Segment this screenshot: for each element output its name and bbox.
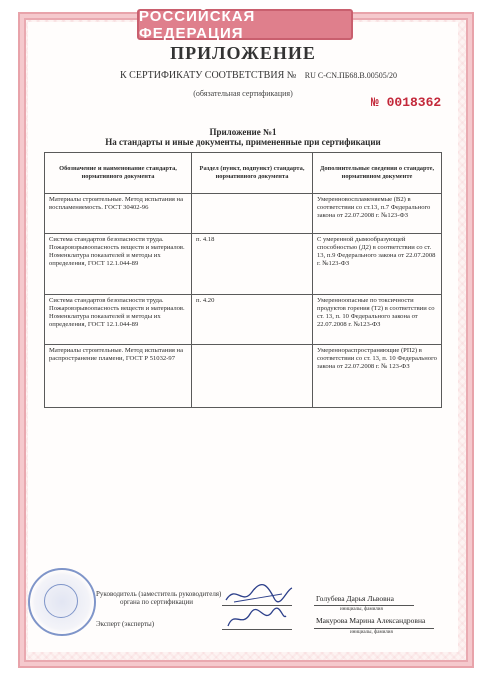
page-title: ПРИЛОЖЕНИЕ [170,43,316,63]
expert-signature-label: Эксперт (эксперты) [96,620,155,628]
cell-info: Умеренноопасные по токсичности продуктов горения (Т2) в соответствии со ст. 13, п. 10 Федерального закона от 22.07.2008 г. №123-ФЗ [313,295,442,345]
table-row [45,194,442,234]
table-row [45,234,442,295]
head-signature-label-line1: Руководитель (заместитель руководителя) [96,590,222,598]
cell-info: Умереннораспространяющие (РП2) в соответствии со ст. 13, п. 10 Федерального закона от 22.07.2008 г. № 123-ФЗ [313,345,442,408]
column-header-info: Дополнительные сведения о стандарте, нормативном документе [313,153,442,194]
table-row [45,295,442,345]
cell-document: Система стандартов безопасности труда. Пожаровзрывоопасность веществ и материалов. Номенклатура показателей и методы их определения, ГОСТ 12.1.044-89 [45,234,192,295]
cell-document: Материалы строительные. Метод испытания на воспламеняемость. ГОСТ 30402-96 [45,194,192,234]
column-header-document: Обозначение и наименование стандарта, нормативного документа [45,153,192,194]
cell-document: Система стандартов безопасности труда. Пожаровзрывоопасность веществ и материалов. Номенклатура показателей и методы их определения, ГОСТ 12.1.044-89 [45,295,192,345]
appendix-number: Приложение №1 [209,127,277,137]
head-name-line [314,605,414,606]
certificate-number: RU C-CN.ПБ68.В.00505/20 [304,71,397,80]
table-header-row [45,153,442,194]
head-signature-label [96,590,221,606]
cell-section: п. 4.18 [192,234,313,295]
cell-document: Материалы строительные. Метод испытания на распространение пламени, ГОСТ Р 51032-97 [45,345,192,408]
certificate-reference [120,70,440,81]
head-name-caption: инициалы, фамилия [340,607,383,612]
column-header-section: Раздел (пункт, подпункт) стандарта, нормативного документа [192,153,313,194]
expert-name: Макурова Марина Александровна [316,616,426,625]
head-signature-label-line2: органа по сертификации [120,598,194,606]
cell-info: Умеренновоспламеняемые (В2) в соответствии со ст.13, п.7 Федерального закона от 22.07.2008 г. №123-ФЗ [313,194,442,234]
head-name: Голубева Дарья Львовна [316,594,394,603]
expert-name-caption: инициалы, фамилия [350,630,393,635]
table-row [45,345,442,408]
cell-section [192,194,313,234]
country-banner: РОССИЙСКАЯ ФЕДЕРАЦИЯ [137,9,353,40]
standards-table [44,152,442,408]
expert-signature-line [222,629,292,630]
serial-number: № 0018362 [371,95,442,110]
appendix-description: На стандарты и иные документы, примененные при сертификации [105,137,381,147]
certificate-reference-label: К СЕРТИФИКАТУ СООТВЕТСТВИЯ № [120,70,297,81]
official-seal [28,568,96,636]
cell-section [192,345,313,408]
cell-section: п. 4.20 [192,295,313,345]
cell-info: С умеренной дымообразующей способностью (Д2) в соответствии со ст. 13, п.9 Федерального закона от 22.07.2008 г. №123-ФЗ [313,234,442,295]
certification-note: (обязательная сертификация) [193,89,293,98]
appendix-heading [0,127,486,147]
expert-signature-mark [224,604,288,632]
expert-name-line [314,628,434,629]
